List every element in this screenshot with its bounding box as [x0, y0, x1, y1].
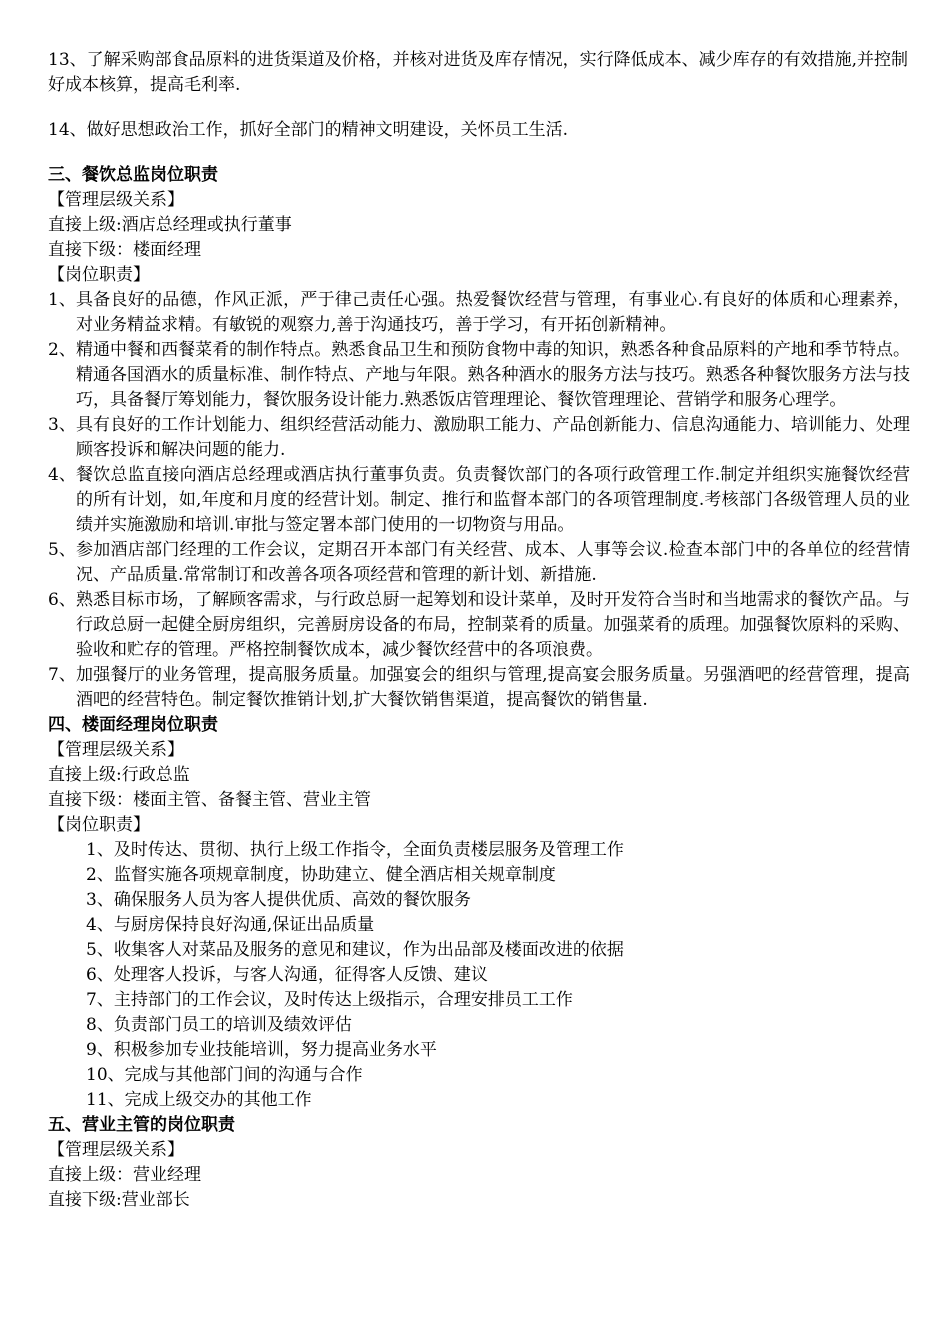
list-item: 8、负责部门员工的培训及绩效评估 [86, 1015, 352, 1035]
duty-item-text: 加强餐厅的业务管理，提高服务质量。加强宴会的组织与管理,提高宴会服务质量。另强酒吧的经营管理，提高酒吧的经营特色。制定餐饮推销计划,扩大餐饮销售渠道，提高餐饮的销售量. [76, 665, 910, 710]
duty-item [48, 463, 910, 538]
section-5-heading: 五、营业主管的岗位职责 [48, 1115, 235, 1135]
direct-subordinate: 直接下级：楼面经理 [48, 240, 201, 260]
duty-item-number: 7、 [48, 665, 76, 685]
duties-label: 【岗位职责】 [48, 815, 150, 835]
management-hierarchy-label: 【管理层级关系】 [48, 740, 184, 760]
duty-item-text: 具备良好的品德，作风正派，严于律己责任心强。热爱餐饮经营与管理，有事业心.有良好的体质和心理素养，对业务精益求精。有敏锐的观察力,善于沟通技巧，善于学习，有开拓创新精神。 [76, 290, 910, 335]
list-item: 2、监督实施各项规章制度，协助建立、健全酒店相关规章制度 [86, 865, 556, 885]
list-item: 5、收集客人对菜品及服务的意见和建议，作为出品部及楼面改进的依据 [86, 940, 624, 960]
duty-item [48, 538, 910, 588]
paragraph-gap [48, 143, 910, 163]
duty-item-number: 3、 [48, 415, 76, 435]
duties-label: 【岗位职责】 [48, 265, 150, 285]
paragraph-gap [48, 98, 910, 118]
list-item: 1、及时传达、贯彻、执行上级工作指令，全面负责楼层服务及管理工作 [86, 840, 624, 860]
duty-item [48, 413, 910, 463]
duty-item-number: 5、 [48, 540, 76, 560]
duty-item-number: 2、 [48, 340, 76, 360]
duty-item [48, 588, 910, 663]
management-hierarchy-label: 【管理层级关系】 [48, 1140, 184, 1160]
duty-item-number: 1、 [48, 290, 76, 310]
paragraph-13: 13、了解采购部食品原料的进货渠道及价格，并核对进货及库存情况，实行降低成本、减少库存的有效措施,并控制好成本核算，提高毛利率. [48, 50, 909, 95]
list-item: 11、完成上级交办的其他工作 [86, 1090, 312, 1110]
duty-item-text: 精通中餐和西餐菜肴的制作特点。熟悉食品卫生和预防食物中毒的知识，熟悉各种食品原料的产地和季节特点。精通各国酒水的质量标准、制作特点、产地与年限。熟各种酒水的服务方法与技巧。熟悉各种餐饮服务方法与技巧，具备餐厅筹划能力，餐饮服务设计能力.熟悉饭店管理理论、餐饮管理理论、营销学和服务心理学。 [76, 340, 910, 410]
management-hierarchy-label: 【管理层级关系】 [48, 190, 184, 210]
duty-item-text: 具有良好的工作计划能力、组织经营活动能力、激励职工能力、产品创新能力、信息沟通能力、培训能力、处理顾客投诉和解决问题的能力. [76, 415, 910, 460]
section-3-heading: 三、餐饮总监岗位职责 [48, 165, 218, 185]
direct-superior: 直接上级：营业经理 [48, 1165, 201, 1185]
duty-item-number: 6、 [48, 590, 76, 610]
duty-item [48, 663, 910, 713]
list-item: 3、确保服务人员为客人提供优质、高效的餐饮服务 [86, 890, 471, 910]
duty-item [48, 338, 910, 413]
duty-item-text: 熟悉目标市场，了解顾客需求，与行政总厨一起筹划和设计菜单，及时开发符合当时和当地需求的餐饮产品。与行政总厨一起健全厨房组织，完善厨房设备的布局，控制菜肴的质量。加强菜肴的质理。加强餐饮原料的采购、验收和贮存的管理。严格控制餐饮成本，减少餐饮经营中的各项浪费。 [76, 590, 910, 660]
direct-subordinate: 直接下级:营业部长 [48, 1190, 190, 1210]
duty-item-number: 4、 [48, 465, 76, 485]
direct-subordinate: 直接下级：楼面主管、备餐主管、营业主管 [48, 790, 371, 810]
list-item: 7、主持部门的工作会议，及时传达上级指示，合理安排员工工作 [86, 990, 573, 1010]
list-item: 9、积极参加专业技能培训，努力提高业务水平 [86, 1040, 437, 1060]
list-item: 4、与厨房保持良好沟通,保证出品质量 [86, 915, 375, 935]
section-4-heading: 四、楼面经理岗位职责 [48, 715, 218, 735]
direct-superior: 直接上级:酒店总经理或执行董事 [48, 215, 292, 235]
paragraph-14: 14、做好思想政治工作，抓好全部门的精神文明建设，关怀员工生活. [48, 120, 569, 140]
duty-item-text: 参加酒店部门经理的工作会议，定期召开本部门有关经营、成本、人事等会议.检查本部门中的各单位的经营情况、产品质量.常常制订和改善各项各项经营和管理的新计划、新措施. [76, 540, 910, 585]
duty-item [48, 288, 910, 338]
list-item: 6、处理客人投诉，与客人沟通，征得客人反馈、建议 [86, 965, 488, 985]
direct-superior: 直接上级:行政总监 [48, 765, 190, 785]
list-item: 10、完成与其他部门间的沟通与合作 [86, 1065, 363, 1085]
duty-item-text: 餐饮总监直接向酒店总经理或酒店执行董事负责。负责餐饮部门的各项行政管理工作.制定并组织实施餐饮经营的所有计划，如,年度和月度的经营计划。制定、推行和监督本部门的各项管理制度.考核部门各级管理人员的业绩并实施激励和培训.审批与签定署本部门使用的一切物资与用品。 [76, 465, 910, 535]
